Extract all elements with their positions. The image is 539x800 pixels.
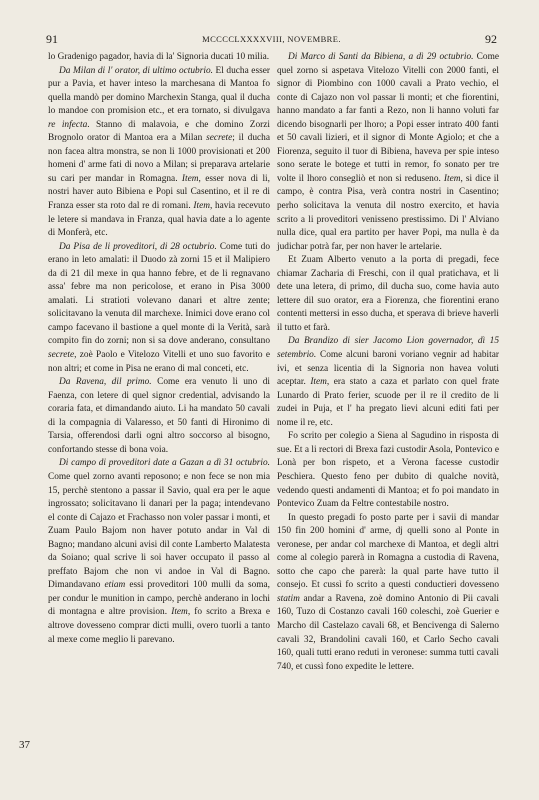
entry-heading: Da Pisa de li proveditori, di 28 octubrio. bbox=[59, 241, 217, 252]
paragraph: Da Ravena, dil primo. Come era venuto li uno di Faenza, con letere di quel signor credential, advisando la coraria fata, et dimandando aiuto. Li ha mandato 50 cavali di la compagnia di Valaresso, et 50 fanti di Hironimo di Tarsia, offerendosi darli ogni altro soccorso al bisogno, confortando stesse di bona voia. bbox=[48, 377, 270, 455]
page-number-left: 91 bbox=[46, 32, 58, 46]
paragraph: In questo pregadi fo posto parte per i savii di mandar 150 fin 200 homini d' arme, dj quelli sono al Ponte in veronese, per andar col marchexe di Mantoa, et degli altri come al colegio parerà in Romagna a custodia di Ravena, sotto che capo che parerà: la qual parte have tutto il consejo. Et cussì fo scrito a questi conductieri dovesseno statim andar a Ravena, zoè domino Antonio di Pii cavali 160, Tuzo di Costanzo cavali 160 coleschi, zoè Guerier e Marcho dil Castelazo cavali 68, et Bencivenga di Salerno cavali 32, Brandolini cavali 160, et Carlo Secho cavali 160, quali tutti erano reduti in veronese: summa tutti cavali 740, et cussì fono expedite le lettere. bbox=[277, 512, 499, 672]
paragraph: Da Milan di l' orator, di ultimo octubrio. El ducha esser pur a Pavia, et haver inteso la marchesana di Mantoa fo quella mandò per domino Marchexin Stanga, qual il ducha lo mandoe con promision etc., et era tornato, si divulgava re infecta. Stanno di malavoia, e che domino Zorzi Brognolo orator di Mantoa era a Milan secrete; il ducha non facea altra monstra, se non li 1000 provisionati et 200 homeni d' arme fati di novo a Milan; si preparava artelarie su cari per mandar in Romagna. Item, esser nova di li, nostri haver auto Bibiena e Popi sul Casentino, et il re di Franza esser sta roto dal re di romani. Item, havia recevuto le letere si mandava in Franza, qual havia date a lo agente di Monferà, etc. bbox=[48, 65, 270, 239]
entry-heading: Di Marco di Santi da Bibiena, a dì 29 octubrio. bbox=[288, 52, 474, 62]
entry-heading: Da Brandizo di sier Jacomo Lion governador, dì 15 setembrio. bbox=[277, 336, 499, 361]
right-column bbox=[277, 51, 499, 674]
paragraph: lo Gradenigo pagador, havia di la' Signoria ducati 10 milia. bbox=[48, 52, 270, 62]
paragraph: Di campo di proveditori date a Gazan a dì 31 octubrio. Come quel zorno avanti reposono; e non fece se non mia 15, perchè stentono a passar il Savio, qual era per le aque ingrossato; solicitavano li danari per la paga; intendevano el conte di Cajazo et Frachasso non voler passar i monti, et Zuam Paulo Bajom non haver potuto andar in Val di Bagno; mandano alcuni avisi dil conte Lamberto Malatesta da Soiano; qual scrive li soi haver occupato il passo al preffato Bajom che non vi andoe in Val di Bagno. Dimandavano etiam essi proveditori 100 mulli da soma, per condur le munition in campo, perchè anderano in lochi di montagna e altre provision. Item, fo scrito a Brexa e altrove dovesseno comprar dicti mulli, overo tuorli a tanto al mexe come meglio li parevano. bbox=[48, 458, 271, 645]
page-number-right: 92 bbox=[485, 32, 497, 46]
left-column bbox=[48, 51, 270, 647]
entry-heading: Di campo di proveditori date a Gazan a dì 31 octubrio. bbox=[59, 458, 270, 469]
paragraph: Da Pisa de li proveditori, di 28 octubrio. Come tuti do erano in leto amalati: il Duodo zà zorni 15 et il Malipiero da di 21 dil mexe in qua hanno febre, et de li regnavano assa' febre ma non pericolose, et erano in Pisa 3000 amalati. Li stratioti volevano danari et altre zente; solicitavano la venuta dil marchexe. Inimici dove erano col campo facevano il bastione a quel monte di la Verità, sarà compito fin do zorni; non si sa dove anderano, consultano secrete, zoè Paolo e Vitelozo Vitelli et uno suo favorito e non altri; et come in Pisa ne erano di mal conceti, etc. bbox=[48, 241, 270, 374]
paragraph: Di Marco di Santi da Bibiena, a dì 29 octubrio. Come quel zorno si aspetava Vitelozo Vitelli con 2000 fanti, el signor di Piombino con 1000 cavali a Prato vechio, el conte di Cajazo non vol passar li monti; et che fiorentini, hanno mandato a far fanti a Rezo, non li hanno voluti far dicendo bisognarli per lhoro; a Popi esser intrato 400 fanti et 50 cavali lizieri, et il signor di Monte Agiolo; et che a Fiorenza, seguito il tuor di Bibiena, haveva per spie inteso sono serate le botege et tutti in remor, fo sonato per tre volte il lhoro consegliò et non si reduseno. Item, si dice il campo, è contra Pisa, verà contra nostri in Casentino; perho solicitava la venuta dil nostro exercito, et havia scrito a li proveditori venisseno prestissimo. Di l' Alviano nulla dice, qual era partito per haver Popi, ma nulla è da judichar potrà far, per non haver le artelarie. bbox=[277, 52, 499, 252]
entry-heading: Da Milan di l' orator, di ultimo octubrio. bbox=[59, 65, 213, 76]
page-header bbox=[46, 32, 497, 46]
margin-number: 37 bbox=[19, 739, 30, 751]
entry-heading: Da Ravena, dil primo. bbox=[59, 377, 152, 388]
paragraph: Da Brandizo di sier Jacomo Lion governador, dì 15 setembrio. Come alcuni baroni voriano vegnir ad habitar ivi, et senza licentia di la Signoria non havea voluti aceptar. Item, era stato a caza et parlato con quel frate Lunardo di Prato ferier, scuode per il re il credito de li zudei in Puja, et l' ha pregato lievi alcuni editi fati per nome il re, etc. bbox=[277, 336, 500, 428]
running-title: MCCCCLXXXXVIII, NOVEMBRE. bbox=[202, 34, 341, 44]
paragraph: Et Zuam Alberto venuto a la porta di pregadi, fece chiamar Zacharia di Freschi, con il qual pratichava, et li dete una letera, di primo, dil ducha suo, come havia auto lettere dil suo orator, era a Fiorenza, che fiorentini erano contenti mettersi in esso ducha, et sperava di brieve haverli il tutto et farà. bbox=[277, 255, 499, 333]
paragraph: Fo scrito per colegio a Siena al Sagudino in risposta di sue. Et a li rectori di Brexa fazi custodir Asola, Pontevico e Lonà per bon rispeto, et a Verona facesse custodir Peschiera. Questo feno per dubito di qualche novità, vedendo questi andamenti di Mantoa; et fo poi mandato in Pontevico Zuam da Feltre contestabile nostro. bbox=[277, 431, 499, 510]
